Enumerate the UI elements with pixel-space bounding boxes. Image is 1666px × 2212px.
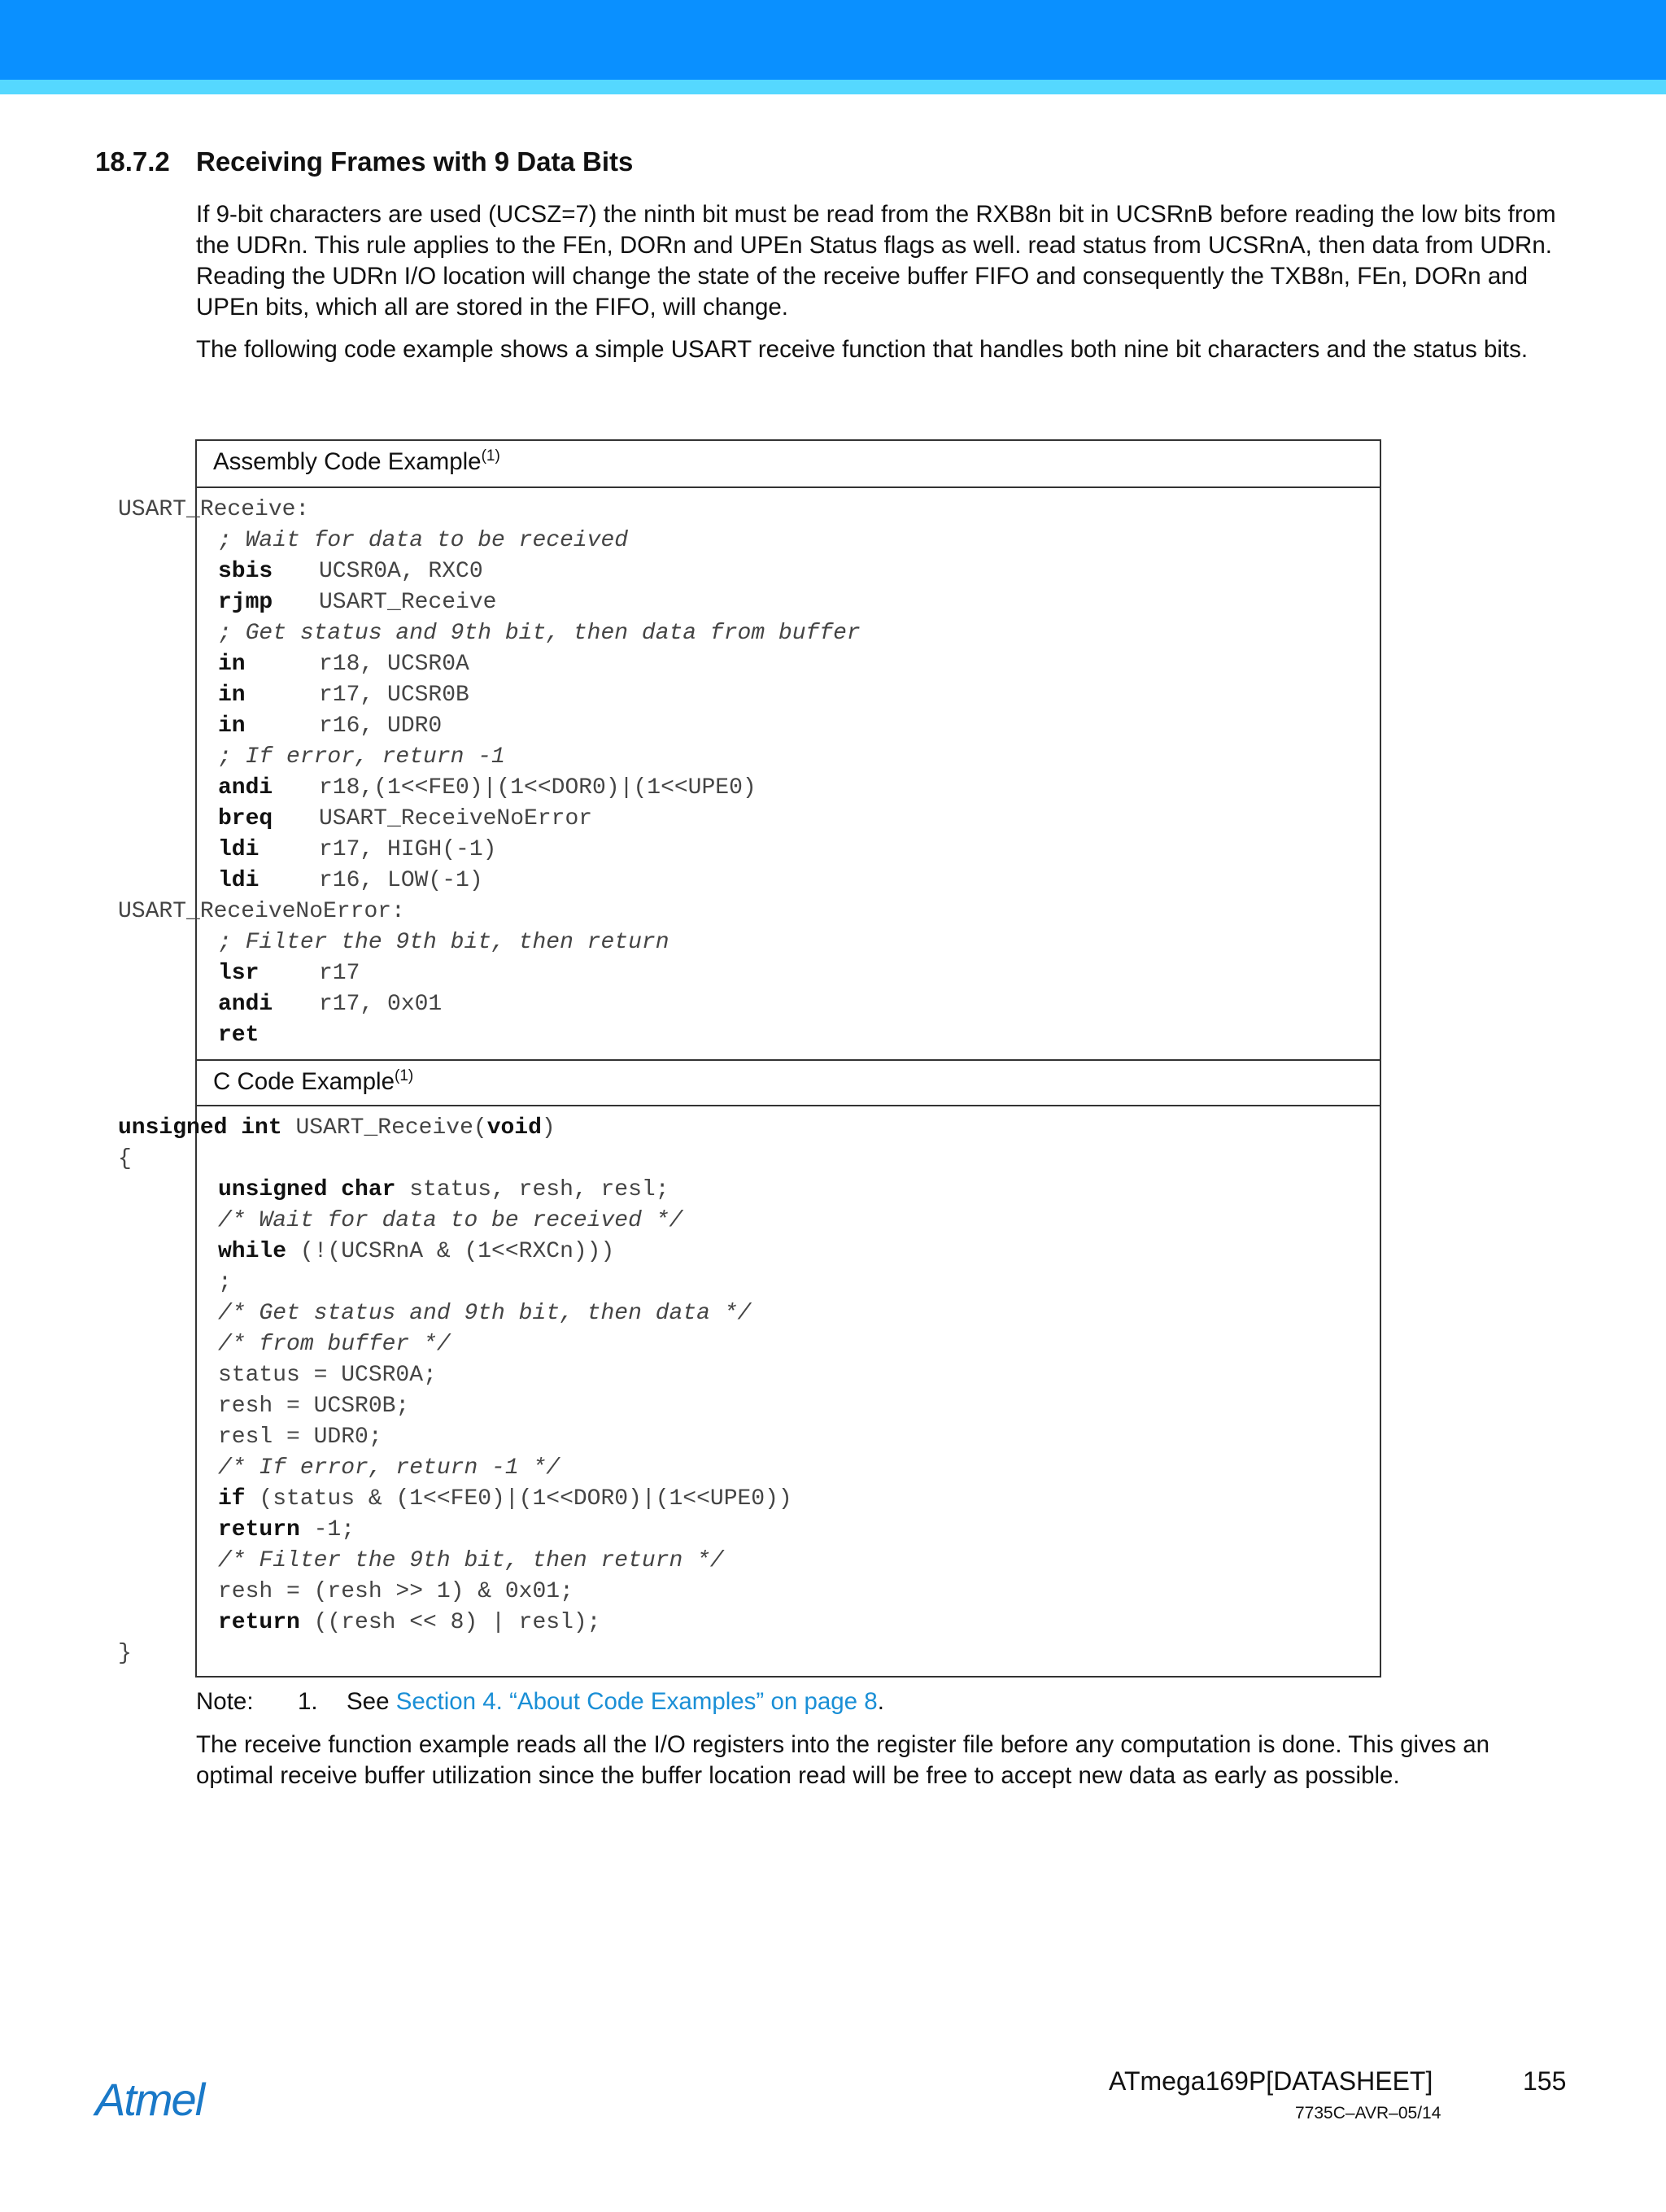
code-line: unsigned char status, resh, resl; — [218, 1177, 669, 1202]
page-number: 155 — [1523, 2066, 1567, 2096]
code-line: { — [118, 1146, 132, 1171]
code-comment: /* Filter the 9th bit, then return */ — [218, 1548, 724, 1573]
section-heading — [95, 146, 633, 177]
code-comment: /* If error, return -1 */ — [218, 1455, 560, 1481]
code-line: } — [118, 1641, 132, 1666]
code-line: return -1; — [218, 1517, 355, 1542]
atmel-logo: Atmel — [95, 2074, 204, 2125]
footnote-ref: (1) — [395, 1067, 414, 1084]
assembly-example-title: Assembly Code Example — [213, 447, 482, 475]
intro-paragraph: If 9-bit characters are used (UCSZ=7) the ninth bit must be read from the RXB8n bit in UCSRnB before reading the low bits from the UDRn. This rule applies to the FEn, DORn and UPEn Status flags as well. read status from UCSRnA, then data from UDRn. Reading the UDRn I/O location will change the state of the receive buffer FIFO and consequently the TXB8n, FEn, DORn and UPEn bits, which all are stored in the FIFO, will change. — [196, 201, 1556, 321]
code-line: if (status & (1<<FE0)|(1<<DOR0)|(1<<UPE0)) — [218, 1486, 792, 1512]
code-line: andi r18,(1<<FE0)|(1<<DOR0)|(1<<UPE0) — [218, 775, 757, 801]
code-line: status = UCSR0A; — [218, 1363, 437, 1388]
code-comment: /* from buffer */ — [218, 1332, 451, 1357]
c-example-header — [197, 1059, 1380, 1106]
document-id: 7735C–AVR–05/14 — [1295, 2104, 1441, 2123]
code-line: rjmp USART_Receive — [218, 590, 497, 615]
code-line: lsr r17 — [218, 961, 360, 986]
code-line: resl = UDR0; — [218, 1424, 382, 1450]
code-line: andi r17, 0x01 — [218, 992, 443, 1017]
code-line: breq USART_ReceiveNoError — [218, 806, 593, 831]
note-end: . — [877, 1688, 884, 1715]
footnote-ref: (1) — [481, 447, 500, 465]
code-comment: /* Wait for data to be received */ — [218, 1208, 683, 1233]
c-example-title: C Code Example — [213, 1067, 395, 1095]
code-comment: ; Filter the 9th bit, then return — [218, 930, 669, 955]
code-line: resh = (resh >> 1) & 0x01; — [218, 1579, 574, 1604]
code-comment: ; Wait for data to be received — [218, 528, 629, 553]
header-bar — [0, 0, 1666, 80]
code-line: in r18, UCSR0A — [218, 652, 469, 677]
note-label: Note: — [196, 1688, 254, 1715]
code-line: return ((resh << 8) | resl); — [218, 1610, 601, 1635]
document-title: ATmega169P[DATASHEET] — [1109, 2066, 1433, 2096]
code-comment: ; If error, return -1 — [218, 744, 505, 770]
code-line: in r16, UDR0 — [218, 713, 443, 739]
note-number: 1. — [298, 1688, 318, 1715]
summary-paragraph: The receive function example reads all the I/O registers into the register file before any computation is done. This gives an optimal receive buffer utilization since the buffer location read will be free to accept new data as early as possible. — [196, 1731, 1490, 1789]
code-line: sbis UCSR0A, RXC0 — [218, 559, 483, 584]
code-line: ; — [218, 1270, 232, 1295]
code-line: resh = UCSR0B; — [218, 1394, 410, 1419]
footnote — [196, 1688, 884, 1716]
code-line: unsigned int USART_Receive(void) — [118, 1115, 556, 1141]
code-line: while (!(UCSRnA & (1<<RXCn))) — [218, 1239, 615, 1264]
note-see: See — [347, 1688, 396, 1715]
assembly-example-header — [197, 441, 1380, 488]
code-line: USART_ReceiveNoError: — [118, 899, 405, 924]
code-line: in r17, UCSR0B — [218, 683, 469, 708]
section-4-link[interactable]: Section 4. “About Code Examples” on page 8 — [395, 1688, 878, 1715]
code-line: ret — [218, 1023, 259, 1048]
header-stripe — [0, 80, 1666, 94]
code-line: ldi r17, HIGH(-1) — [218, 837, 497, 862]
code-comment: ; Get status and 9th bit, then data from buffer — [218, 621, 861, 646]
section-title: Receiving Frames with 9 Data Bits — [196, 146, 634, 177]
code-line: USART_Receive: — [118, 497, 310, 522]
section-number: 18.7.2 — [95, 146, 170, 177]
code-line: ldi r16, LOW(-1) — [218, 868, 483, 893]
code-intro-paragraph: The following code example shows a simple USART receive function that handles both nine bit characters and the status bits. — [196, 336, 1529, 363]
code-comment: /* Get status and 9th bit, then data */ — [218, 1301, 752, 1326]
